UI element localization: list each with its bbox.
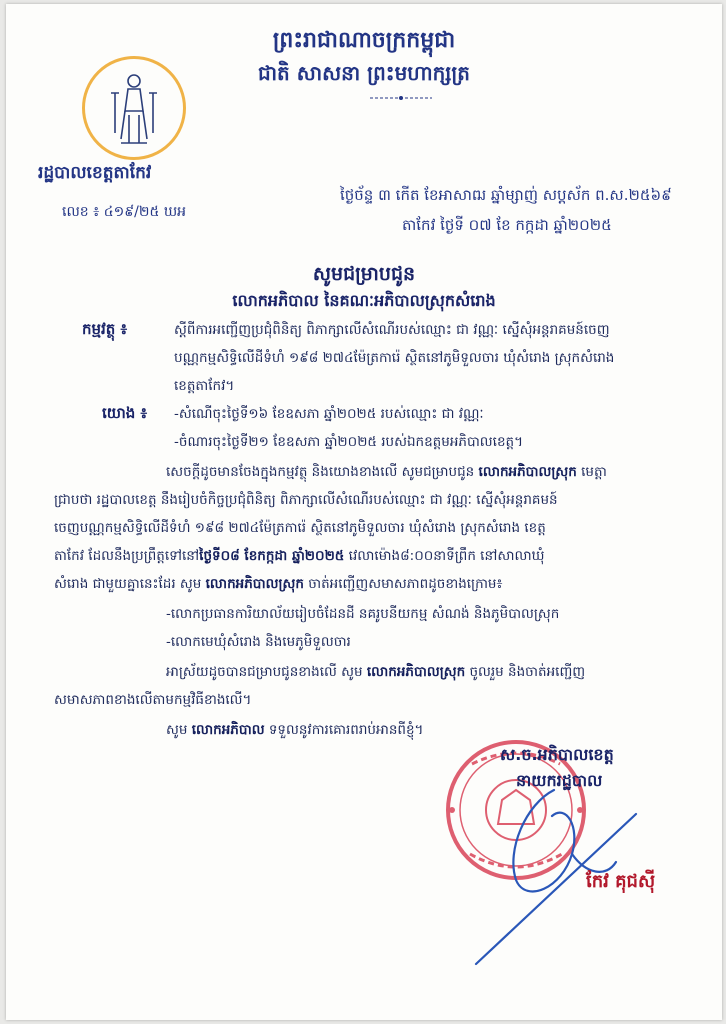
- salutation: សូមជម្រាបជូន: [312, 263, 416, 285]
- national-motto: ជាតិ សាសនា ព្រះមហាក្សត្រ: [258, 61, 470, 85]
- body-line: អាស្រ័យដូចបានជម្រាបជូនខាងលើ សូម លោកអភិបាលស្រុក ចូលរួម និងចាត់អញ្ជើញ: [166, 664, 586, 680]
- recipient: លោកអភិបាល នៃគណៈអភិបាលស្រុកសំរោង: [232, 291, 496, 310]
- body-line: សំរោង ជាមួយគ្នានេះដែរ សូម លោកអភិបាលស្រុក ចាត់អញ្ជើញសមាសភាពដូចខាងក្រោម៖: [54, 576, 503, 592]
- ref-label: លេខ: [62, 204, 89, 220]
- body-line: សមាសភាពខាងលើតាមកម្មវិធីខាងលើ។: [54, 692, 252, 708]
- sender-agency: រដ្ឋបាលខេត្តតាកែវ: [38, 163, 152, 183]
- ministry-emblem: [82, 56, 186, 160]
- body-line: សេចក្តីដូចមានចែងក្នុងកម្មវត្ថុ និងយោងខាងលើ សូមជម្រាបជូន លោកអភិបាលស្រុក មេត្តា: [166, 464, 607, 480]
- reference-item: -ចំណារចុះថ្ងៃទី២១ ខែឧសភា ឆ្នាំ២០២៥ របស់ឯកឧត្តមអភិបាលខេត្ត។: [174, 434, 523, 450]
- lunar-date: ថ្ងៃច័ន្ទ ៣ កើត ខែអាសាឍ ឆ្នាំម្សាញ់ សប្តស័ក ព.ស.២៥៦៩: [340, 186, 672, 204]
- reference-label: យោង ៖: [102, 404, 148, 422]
- body-line: ជ្រាបថា រដ្ឋបាលខេត្ត នឹងរៀបចំកិច្ចប្រជុំពិនិត្យ ពិភាក្សាលើសំណើរបស់ឈ្មោះ ជា វណ្ណៈ ស្នើសុំអន្តរាគមន៍: [54, 492, 558, 508]
- kingdom-title: ព្រះរាជាណាចក្រកម្ពុជា: [272, 28, 456, 53]
- subject-line: បណ្ណកម្មសិទ្ធិលើដីទំហំ ១៩៨ ២៧៤ម៉ែត្រការ៉េ ស្ថិតនៅភូមិទួលចារ ឃុំសំរោង ស្រុកសំរោង: [174, 350, 615, 366]
- reference-number: លេខ ៖ ៤១៩/២៥ ឃអ: [62, 204, 187, 220]
- body-line: ចេញបណ្ណកម្មសិទ្ធិលើដីទំហំ ១៩៨ ២៧៤ម៉ែត្រការ៉េ ស្ថិតនៅភូមិទួលចារ ឃុំសំរោង ស្រុកសំរោង ខេត្ត: [54, 520, 546, 536]
- subject-label: កម្មវត្ថុ ៖: [82, 320, 128, 338]
- signatory-name: កែវ គុជស៊ី: [586, 871, 656, 892]
- subject-line: ស្តីពីការអញ្ជើញប្រជុំពិនិត្យ ពិភាក្សាលើសំណើរបស់ឈ្មោះ ជា វណ្ណៈ ស្នើសុំអន្តរាគមន៍ចេញ: [174, 322, 610, 338]
- letter-page: [6, 4, 722, 1020]
- closing-line: សូម លោកអភិបាល ទទួលនូវការគោរពរាប់អានពីខ្ញុំ។: [166, 722, 424, 738]
- solar-date: តាកែវ ថ្ងៃទី ០៧ ខែ កក្កដា ឆ្នាំ២០២៥: [402, 216, 612, 234]
- signatory-subtitle: នាយករដ្ឋបាល: [516, 771, 603, 790]
- invitee-item: -លោកប្រធានការិយាល័យរៀបចំដែនដី នគរូបនីយកម្ម សំណង់ និងភូមិបាលស្រុក: [166, 606, 560, 622]
- subject-line: ខេត្តតាកែវ។: [174, 378, 235, 394]
- reference-item: -សំណើចុះថ្ងៃទី១៦ ខែឧសភា ឆ្នាំ២០២៥ របស់ឈ្មោះ ជា វណ្ណៈ: [174, 406, 484, 422]
- signatory-title: ស.ច.អភិបាលខេត្ត: [500, 745, 614, 764]
- ref-value: ៤១៩/២៥ ឃអ: [103, 204, 187, 220]
- ornament-divider: [366, 94, 436, 102]
- invitee-item: -លោកមេឃុំសំរោង និងមេភូមិទួលចារ: [166, 634, 351, 650]
- body-line: តាកែវ ដែលនឹងប្រព្រឹត្តទៅនៅថ្ងៃទី០៨ ខែកក្កដា ឆ្នាំ២០២៥ វេលាម៉ោង៨:០០នាទីព្រឹក នៅសាលាឃុំ: [54, 548, 545, 564]
